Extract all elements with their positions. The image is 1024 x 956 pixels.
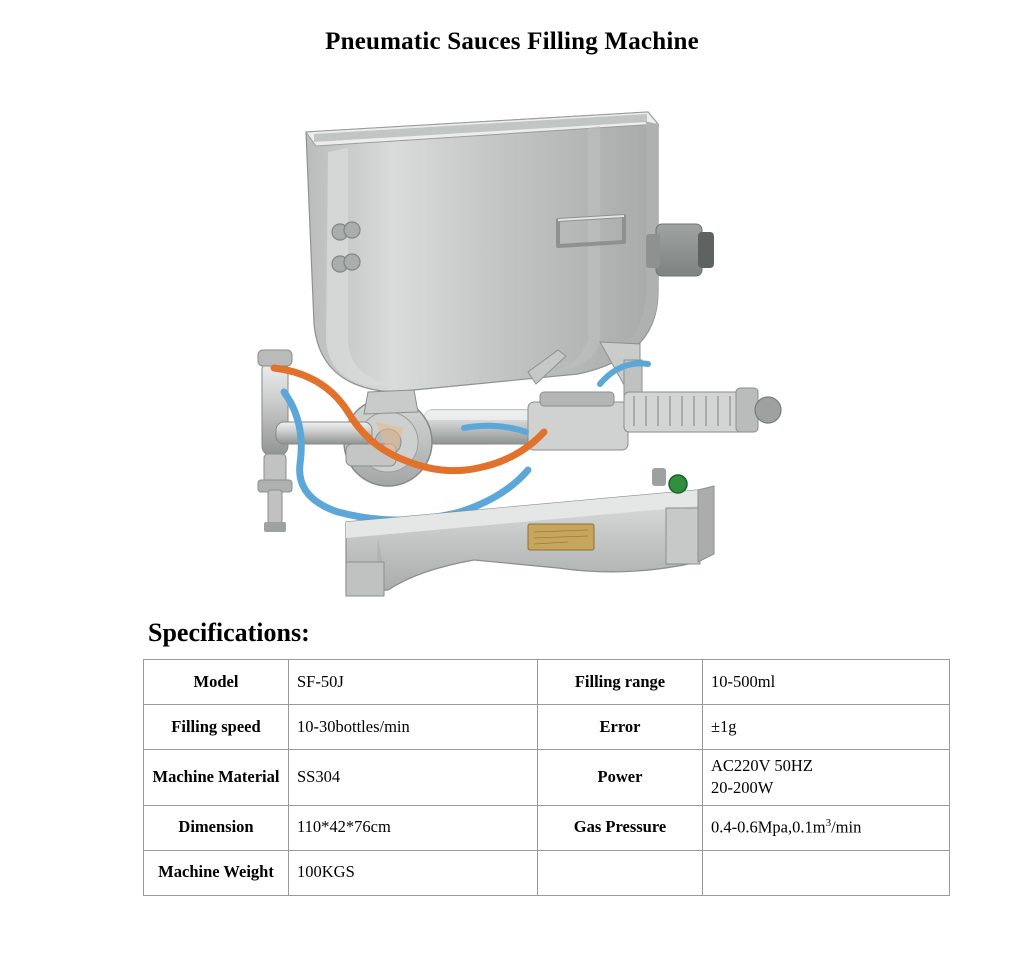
table-row — [144, 805, 950, 850]
spec-key-machine-weight: Machine Weight — [144, 850, 289, 895]
gas-pressure-exponent: 3 — [825, 816, 832, 829]
spec-value-filling-speed: 10-30bottles/min — [289, 705, 538, 750]
spec-value-model: SF-50J — [289, 660, 538, 705]
table-row — [144, 705, 950, 750]
machine-base — [346, 468, 714, 596]
spec-key-machine-material: Machine Material — [144, 750, 289, 806]
table-row — [144, 750, 950, 806]
spec-key-empty — [538, 850, 703, 895]
spec-key-error: Error — [538, 705, 703, 750]
specifications-table — [143, 659, 950, 896]
spec-value-error: ±1g — [703, 705, 950, 750]
filling-machine-illustration — [228, 92, 788, 602]
spec-value-machine-material: SS304 — [289, 750, 538, 806]
spec-value-machine-weight: 100KGS — [289, 850, 538, 895]
power-line-1: AC220V 50HZ — [711, 756, 813, 775]
table-row — [144, 850, 950, 895]
spec-value-dimension: 110*42*76cm — [289, 805, 538, 850]
spec-key-power: Power — [538, 750, 703, 806]
spec-value-filling-range: 10-500ml — [703, 660, 950, 705]
spec-key-model: Model — [144, 660, 289, 705]
filling-cylinder — [424, 388, 781, 450]
specifications-table-wrapper — [143, 659, 881, 896]
spec-value-gas-pressure — [703, 805, 950, 850]
gas-pressure-post: /min — [831, 817, 862, 837]
page-title: Pneumatic Sauces Filling Machine — [325, 28, 699, 55]
mixer-motor — [646, 224, 714, 276]
product-photo — [228, 92, 788, 602]
spec-key-filling-range: Filling range — [538, 660, 703, 705]
table-row — [144, 660, 950, 705]
spec-value-empty — [703, 850, 950, 895]
spec-value-power — [703, 750, 950, 806]
spec-key-dimension: Dimension — [144, 805, 289, 850]
gas-pressure-pre: 0.4-0.6Mpa,0.1m — [711, 817, 826, 837]
spec-key-filling-speed: Filling speed — [144, 705, 289, 750]
spec-key-gas-pressure: Gas Pressure — [538, 805, 703, 850]
specifications-heading: Specifications: — [148, 618, 310, 647]
power-line-2: 20-200W — [711, 778, 774, 798]
